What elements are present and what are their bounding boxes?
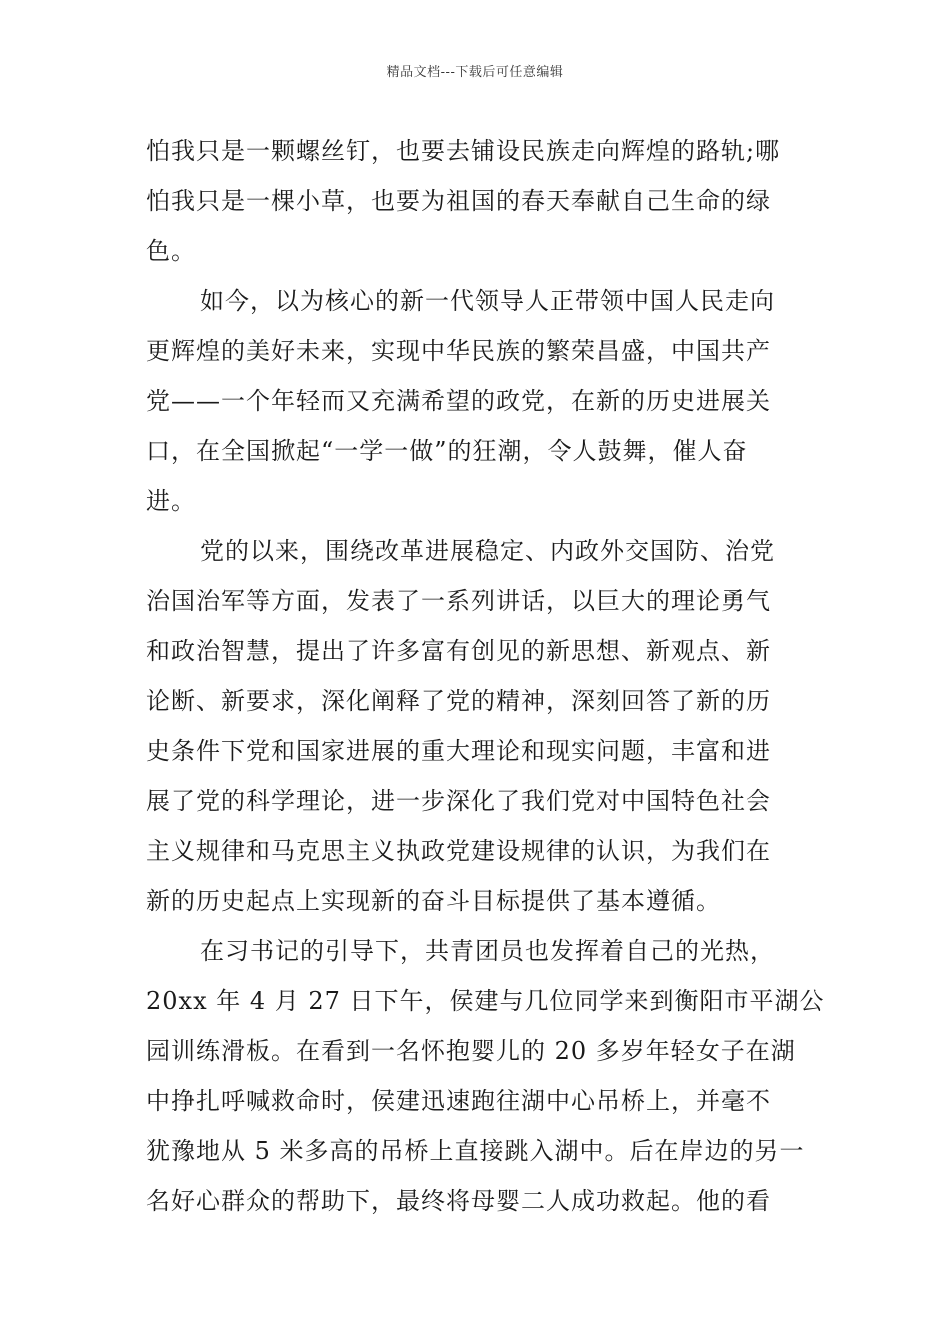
text-line: 更辉煌的美好未来，实现中华民族的繁荣昌盛，中国共产 — [146, 337, 771, 365]
paragraph — [146, 126, 808, 276]
document-body — [146, 126, 825, 1226]
text-line: 史条件下党和国家进展的重大理论和现实问题，丰富和进 — [146, 737, 771, 765]
text-line: 党——一个年轻而又充满希望的政党，在新的历史进展关 — [146, 387, 771, 415]
text-line: 名好心群众的帮助下，最终将母婴二人成功救起。他的看 — [146, 1187, 771, 1215]
text-line: 新的历史起点上实现新的奋斗目标提供了基本遵循。 — [146, 887, 721, 915]
text-line: 主义规律和马克思主义执政党建设规律的认识，为我们在 — [146, 837, 771, 865]
paragraph — [146, 926, 825, 1226]
text-line: 中挣扎呼喊救命时，侯建迅速跑往湖中心吊桥上，并毫不 — [146, 1087, 771, 1115]
page-header: 精品文档---下载后可任意编辑 — [386, 65, 564, 80]
text-line: 园训练滑板。在看到一名怀抱婴儿的 20 多岁年轻女子在湖 — [146, 1037, 796, 1065]
text-line: 色。 — [146, 237, 196, 265]
text-line: 怕我只是一颗螺丝钉，也要去铺设民族走向辉煌的路轨;哪 — [146, 137, 781, 165]
text-line: 展了党的科学理论，进一步深化了我们党对中国特色社会 — [146, 787, 771, 815]
text-line: 党的以来，围绕改革进展稳定、内政外交国防、治党 — [200, 537, 775, 565]
text-line: 和政治智慧，提出了许多富有创见的新思想、新观点、新 — [146, 637, 771, 665]
paragraph — [146, 276, 808, 526]
text-line: 20xx 年 4 月 27 日下午，侯建与几位同学来到衡阳市平湖公 — [146, 987, 825, 1015]
text-line: 口，在全国掀起“一学一做”的狂潮，令人鼓舞，催人奋 — [146, 437, 748, 465]
text-line: 怕我只是一棵小草，也要为祖国的春天奉献自己生命的绿 — [146, 187, 771, 215]
text-line: 如今，以为核心的新一代领导人正带领中国人民走向 — [200, 287, 775, 315]
text-line: 治国治军等方面，发表了一系列讲话，以巨大的理论勇气 — [146, 587, 771, 615]
text-line: 论断、新要求，深化阐释了党的精神，深刻回答了新的历 — [146, 687, 771, 715]
text-line: 犹豫地从 5 米多高的吊桥上直接跳入湖中。后在岸边的另一 — [146, 1137, 805, 1165]
paragraph — [146, 526, 808, 926]
text-line: 在习书记的引导下，共青团员也发挥着自己的光热， — [200, 937, 775, 965]
text-line: 进。 — [146, 487, 196, 515]
